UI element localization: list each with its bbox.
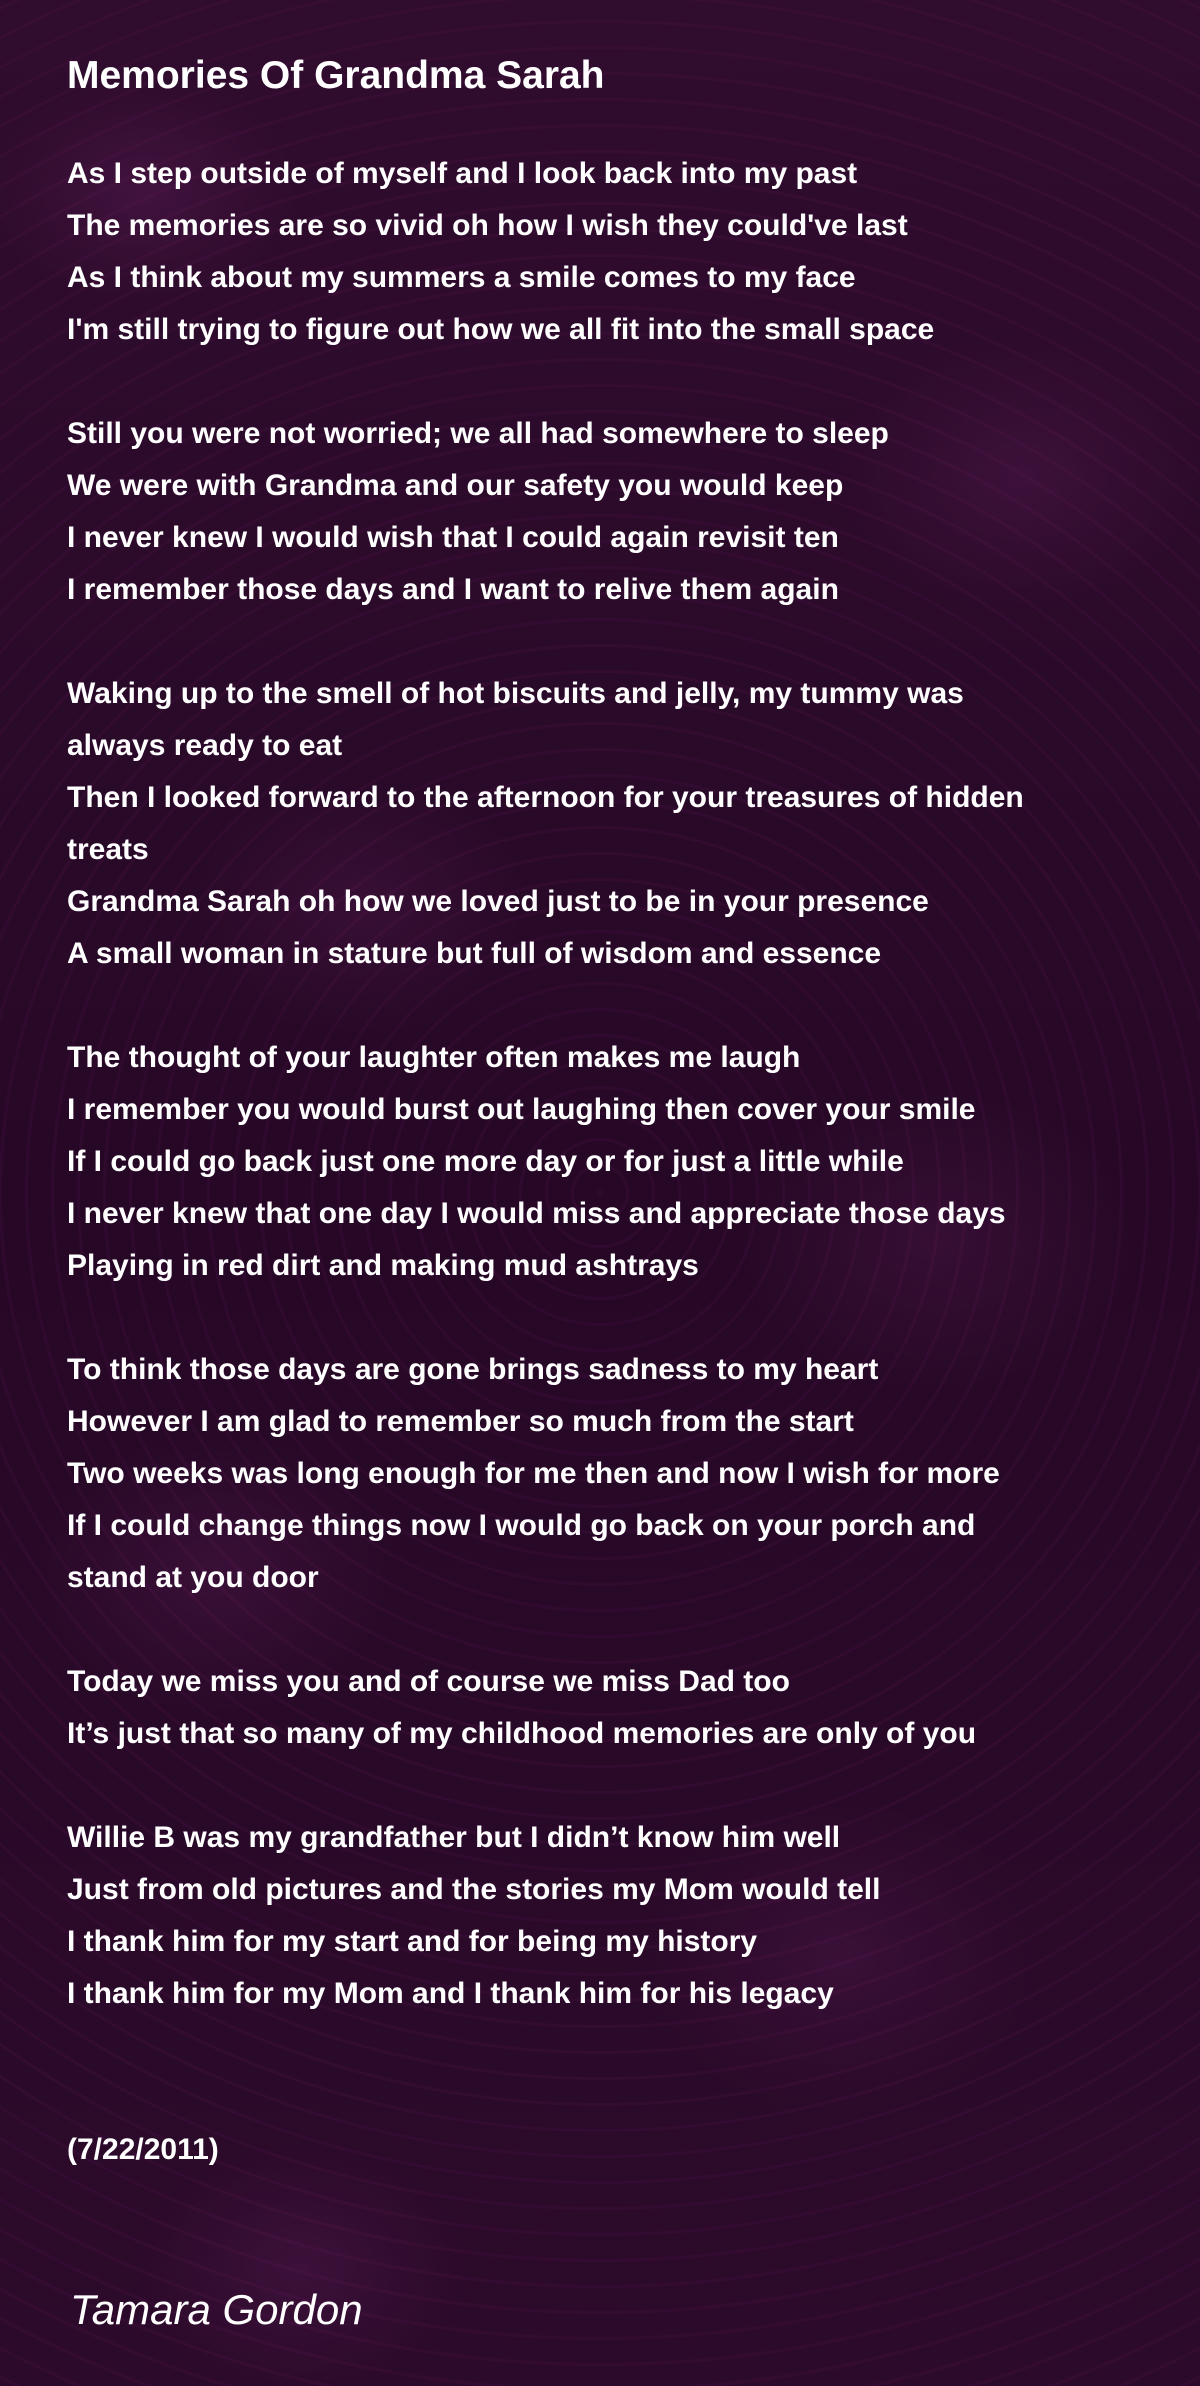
poem-line: treats — [67, 833, 149, 866]
poem-line: I remember those days and I want to relive them again — [67, 573, 839, 606]
poem-line: Today we miss you and of course we miss Dad too — [67, 1665, 790, 1698]
poem-line: The thought of your laughter often makes me laugh — [67, 1041, 801, 1074]
poem-line: As I think about my summers a smile comes to my face — [67, 261, 856, 294]
poem-line: I never knew I would wish that I could again revisit ten — [67, 521, 839, 554]
poem-line: Two weeks was long enough for me then and now I wish for more — [67, 1457, 1000, 1490]
poem-date: (7/22/2011) — [67, 2133, 219, 2166]
poem-line: The memories are so vivid oh how I wish they could've last — [67, 209, 908, 242]
poem-line: To think those days are gone brings sadness to my heart — [67, 1353, 879, 1386]
poem-line: I'm still trying to figure out how we all fit into the small space — [67, 313, 935, 346]
poem-line: As I step outside of myself and I look back into my past — [67, 157, 858, 190]
poem-line: I remember you would burst out laughing then cover your smile — [67, 1093, 976, 1126]
poem-line: Then I looked forward to the afternoon for your treasures of hidden — [67, 781, 1024, 814]
stanza-5 — [67, 1344, 1147, 1604]
poem-line: It’s just that so many of my childhood memories are only of you — [67, 1717, 977, 1750]
poem-line: stand at you door — [67, 1561, 319, 1594]
stanza-3 — [67, 668, 1147, 980]
poem-line: I thank him for my Mom and I thank him for his legacy — [67, 1977, 834, 2010]
poem-title: Memories Of Grandma Sarah — [67, 54, 605, 97]
stanza-6 — [67, 1656, 1147, 1760]
poem-line: A small woman in stature but full of wisdom and essence — [67, 937, 882, 970]
poem-line: Willie B was my grandfather but I didn’t know him well — [67, 1821, 841, 1854]
poem-line: If I could change things now I would go back on your porch and — [67, 1509, 976, 1542]
poem-line: If I could go back just one more day or for just a little while — [67, 1145, 904, 1178]
poem-line: We were with Grandma and our safety you would keep — [67, 469, 844, 502]
poem-line: Still you were not worried; we all had somewhere to sleep — [67, 417, 889, 450]
poem-line: I never knew that one day I would miss and appreciate those days — [67, 1197, 1006, 1230]
poem-line: Grandma Sarah oh how we loved just to be in your presence — [67, 885, 929, 918]
poem-line: I thank him for my start and for being my history — [67, 1925, 758, 1958]
stanza-1 — [67, 148, 1147, 356]
poem-author: Tamara Gordon — [70, 2286, 363, 2333]
poem-line: always ready to eat — [67, 729, 343, 762]
stanza-4 — [67, 1032, 1147, 1292]
poem-body — [67, 148, 1147, 2072]
poem-line: However I am glad to remember so much from the start — [67, 1405, 854, 1438]
poem-line: Just from old pictures and the stories my Mom would tell — [67, 1873, 881, 1906]
poem-line: Playing in red dirt and making mud ashtrays — [67, 1249, 699, 1282]
stanza-2 — [67, 408, 1147, 616]
stanza-7 — [67, 1812, 1147, 2020]
poem-line: Waking up to the smell of hot biscuits and jelly, my tummy was — [67, 677, 964, 710]
